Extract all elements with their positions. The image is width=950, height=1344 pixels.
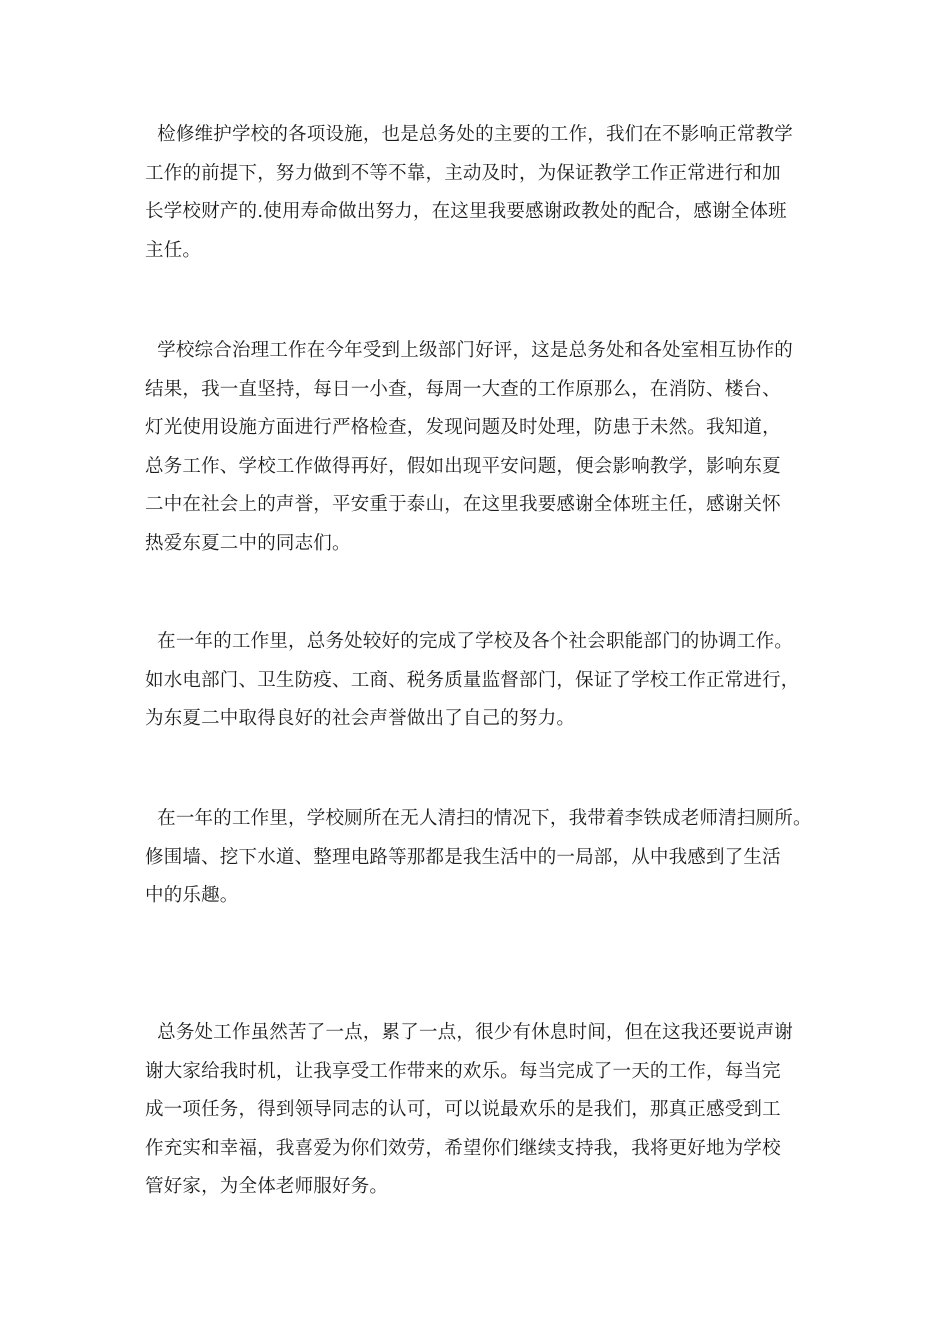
paragraph-line: 检修维护学校的各项设施，也是总务处的主要的工作，我们在不影响正常教学 <box>145 124 793 145</box>
paragraph-line: 长学校财产的.使用寿命做出努力，在这里我要感谢政教处的配合，感谢全体班 <box>145 201 787 222</box>
paragraph-line: 在一年的工作里，总务处较好的完成了学校及各个社会职能部门的协调工作。 <box>145 631 793 652</box>
paragraph-line: 结果，我一直坚持，每日一小查，每周一大查的工作原那么，在消防、楼台、 <box>145 378 781 400</box>
paragraph-line: 二中在社会上的声誉，平安重于泰山，在这里我要感谢全体班主任，感谢关怀 <box>145 494 781 515</box>
paragraph-line: 工作的前提下，努力做到不等不靠，主动及时，为保证教学工作正常进行和加 <box>145 162 781 184</box>
paragraph-cleaning-work <box>145 800 845 916</box>
paragraph-closing-thanks <box>145 1014 845 1207</box>
paragraph-line: 作充实和幸福，我喜爱为你们效劳，希望你们继续支持我，我将更好地为学校 <box>145 1137 781 1159</box>
paragraph-comprehensive-governance <box>145 332 845 563</box>
paragraph-line: 修围墙、挖下水道、整理电路等那都是我生活中的一局部，从中我感到了生活 <box>145 846 781 868</box>
paragraph-line: 管好家，为全体老师服好务。 <box>145 1176 389 1197</box>
paragraph-line: 总务工作、学校工作做得再好，假如出现平安问题，便会影响教学，影响东夏 <box>145 455 781 477</box>
paragraph-facility-maintenance <box>145 116 845 270</box>
paragraph-line: 主任。 <box>145 239 202 261</box>
paragraph-department-coordination <box>145 623 845 739</box>
paragraph-line: 为东夏二中取得良好的社会声誉做出了自己的努力。 <box>145 708 576 729</box>
paragraph-line: 总务处工作虽然苦了一点，累了一点，很少有休息时间，但在这我还要说声谢 <box>145 1022 793 1043</box>
paragraph-line: 热爱东夏二中的同志们。 <box>145 532 351 554</box>
paragraph-line: 谢大家给我时机，让我享受工作带来的欢乐。每当完成了一天的工作，每当完 <box>145 1060 781 1082</box>
paragraph-line: 如水电部门、卫生防疫、工商、税务质量监督部门，保证了学校工作正常进行， <box>145 669 800 691</box>
paragraph-line: 学校综合治理工作在今年受到上级部门好评，这是总务处和各处室相互协作的 <box>145 340 793 361</box>
paragraph-line: 在一年的工作里，学校厕所在无人清扫的情况下，我带着李铁成老师清扫厕所。 <box>145 808 812 829</box>
paragraph-line: 灯光使用设施方面进行严格检查，发现问题及时处理，防患于未然。我知道， <box>145 417 781 438</box>
paragraph-line: 中的乐趣。 <box>145 885 239 906</box>
paragraph-line: 成一项任务，得到领导同志的认可，可以说最欢乐的是我们，那真正感受到工 <box>145 1099 781 1120</box>
